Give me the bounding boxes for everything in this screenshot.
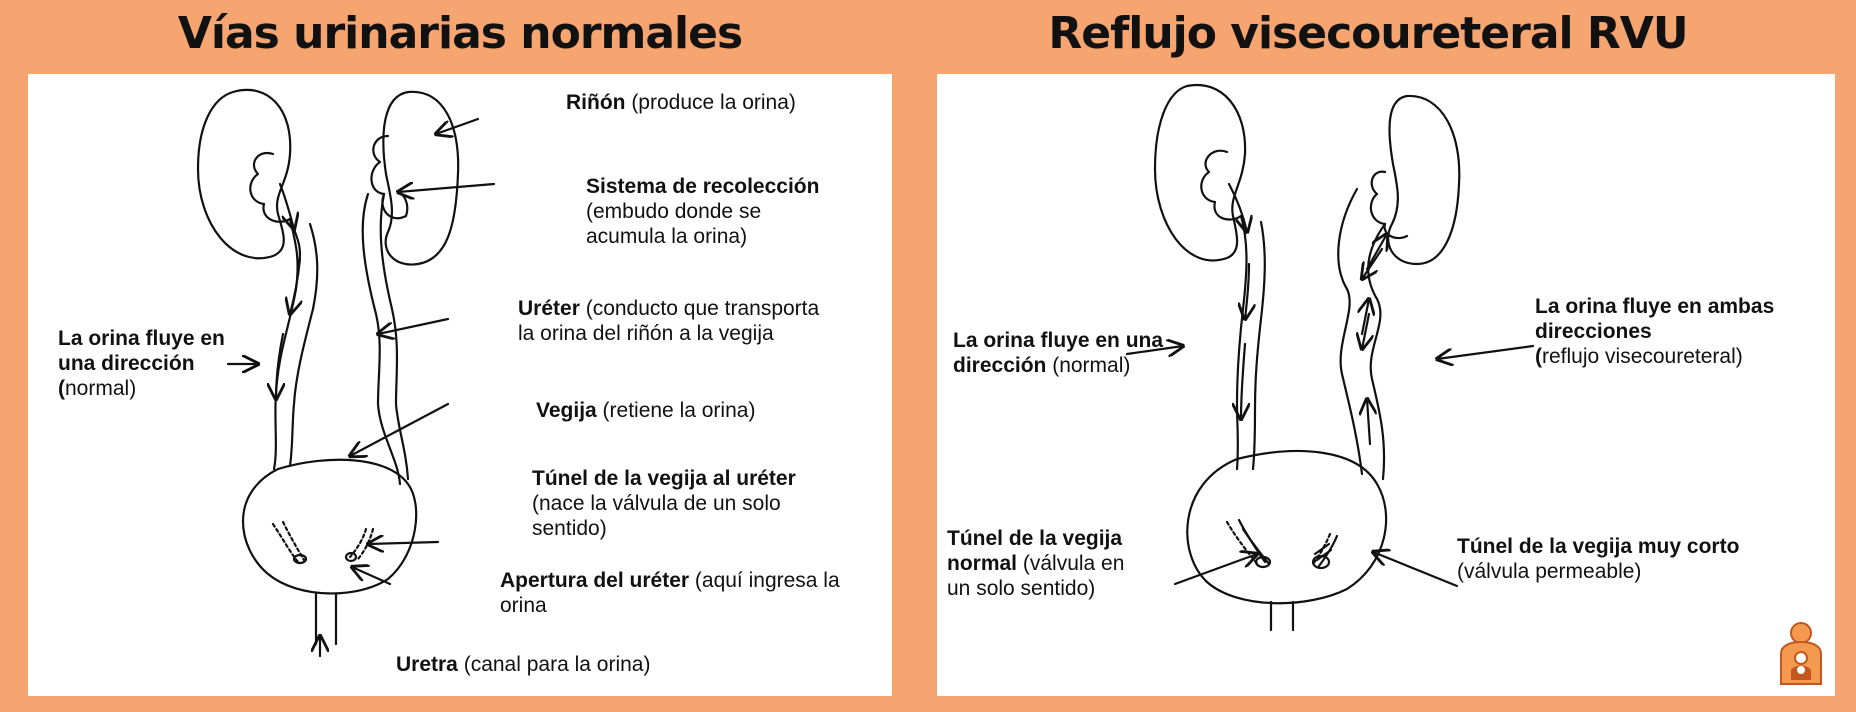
left-collecting-system <box>250 153 300 269</box>
label-flujo-una-direccion: La orina fluye en una dirección (normal) <box>58 327 225 400</box>
label-uretra: Uretra (canal para la orina) <box>396 653 651 676</box>
family-logo-icon <box>1775 620 1827 688</box>
normal-urinary-tract-panel <box>28 74 892 696</box>
label-apertura-ureter: Apertura del uréter (aquí ingresa la orina <box>500 569 840 617</box>
vur-label-flujo-ambas-direcciones: La orina fluye en ambas direcciones (reflujo visecoureteral) <box>1535 295 1775 368</box>
vur-drawing <box>937 74 1835 696</box>
vur-label-tunel-corto: Túnel de la vegija muy corto (válvula permeable) <box>1457 535 1740 583</box>
left-ureter <box>274 219 298 469</box>
label-rinon: Riñón (produce la orina) <box>566 91 796 114</box>
left-kidney <box>198 90 290 258</box>
bladder <box>243 460 416 594</box>
vur-left-kidney <box>1155 85 1245 260</box>
vur-left-ureter <box>1237 216 1247 469</box>
vur-label-tunel-normal: Túnel de la vegija normal (válvula en un solo sentido) <box>947 527 1125 600</box>
right-title: Reflujo visecoureteral RVU <box>1048 8 1688 59</box>
label-sistema-recoleccion: Sistema de recolección (embudo donde se acumula la orina) <box>586 175 820 248</box>
vur-bladder <box>1187 451 1386 603</box>
vur-panel <box>937 74 1835 696</box>
right-kidney <box>383 92 458 265</box>
vur-right-ureter <box>1338 189 1362 474</box>
label-tunel-vegija-ureter: Túnel de la vegija al uréter (nace la válvula de un solo sentido) <box>532 467 796 540</box>
left-title: Vías urinarias normales <box>177 8 743 59</box>
label-vegija: Vegija (retiene la orina) <box>536 399 756 422</box>
vur-left-collecting-system <box>1201 151 1241 220</box>
right-collecting-system <box>371 136 407 218</box>
label-ureter: Uréter (conducto que transporta la orina del riñón a la vegija <box>518 297 820 345</box>
vur-label-flujo-una-direccion: La orina fluye en una dirección (normal) <box>953 329 1164 377</box>
vur-urethra <box>1271 602 1293 630</box>
